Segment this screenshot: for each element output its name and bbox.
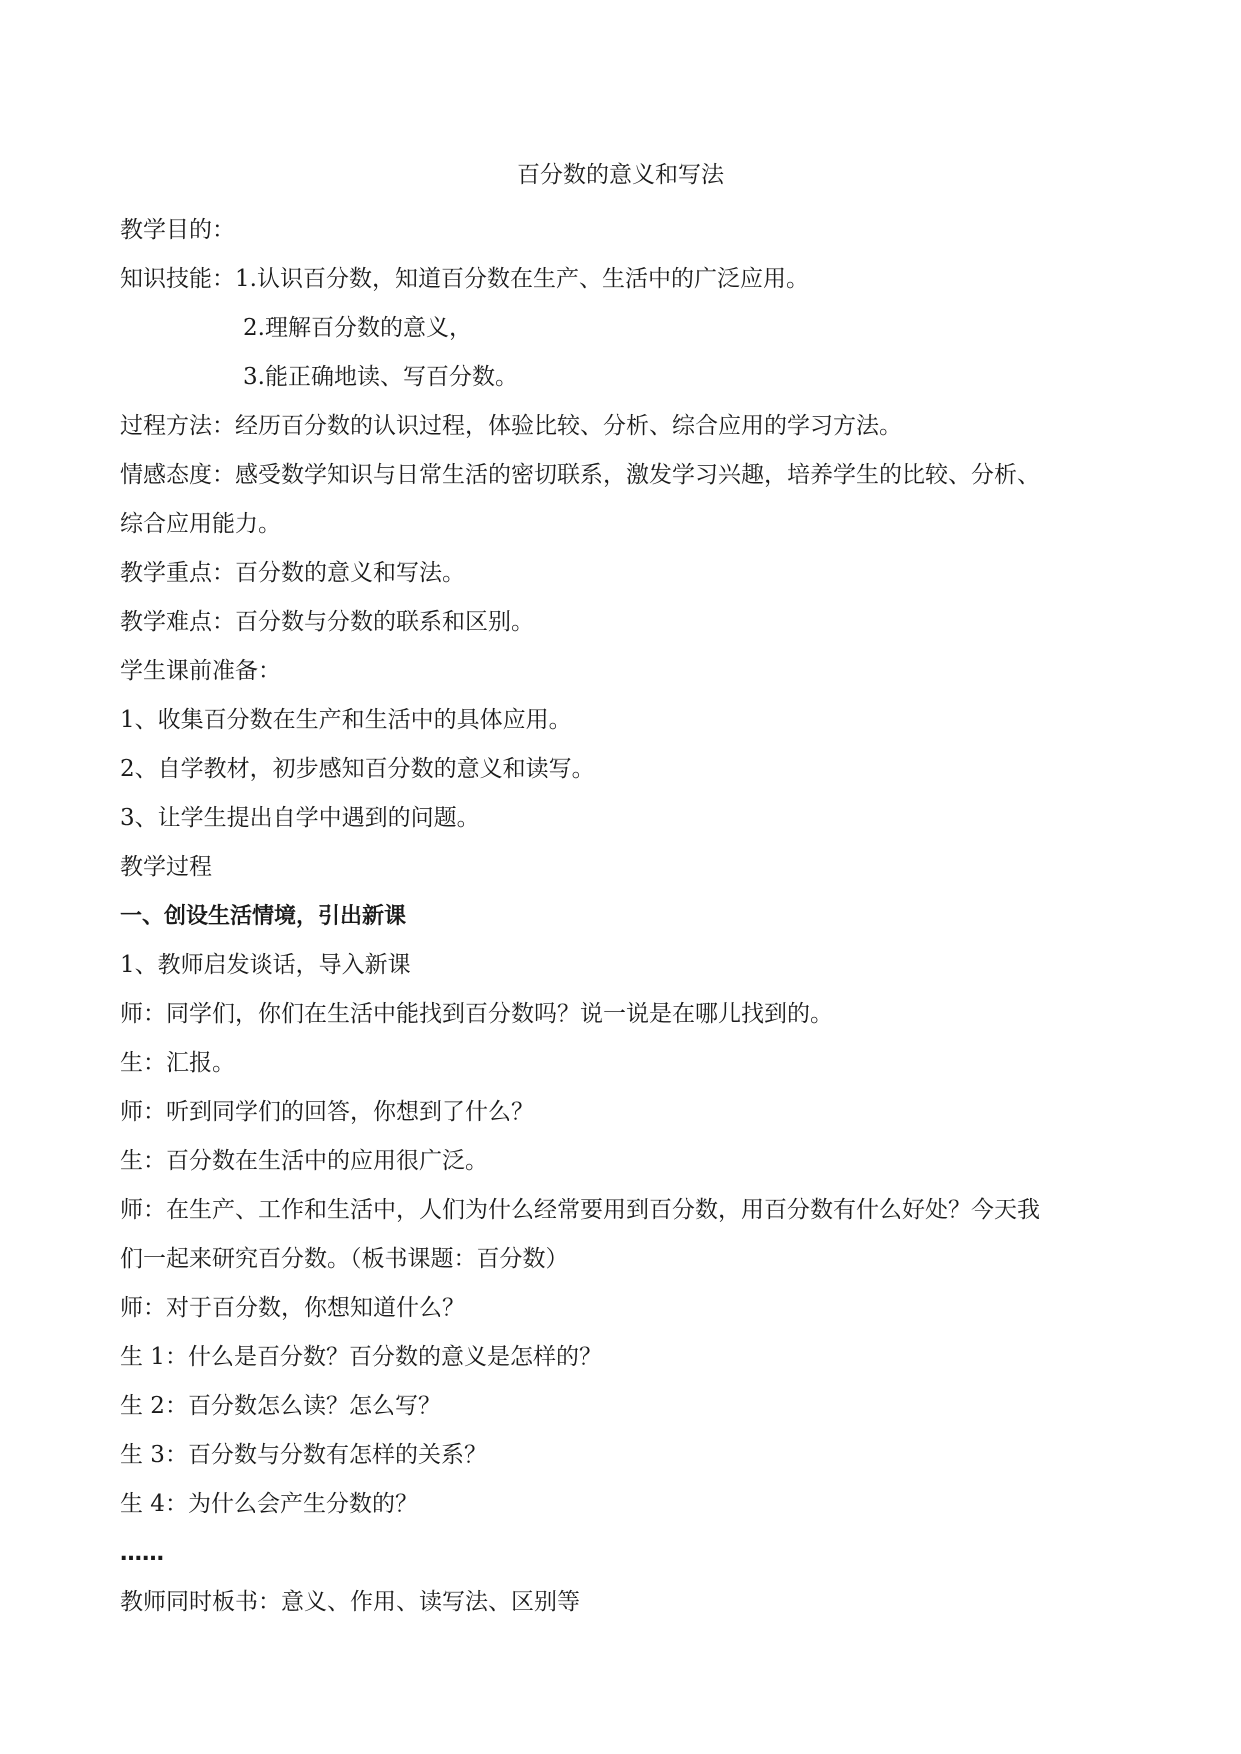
preparation-item: 3、让学生提出自学中遇到的问题。 bbox=[120, 805, 480, 831]
dialogue-line: 师：对于百分数，你想知道什么？ bbox=[120, 1295, 465, 1321]
teaching-difficulty: 教学难点：百分数与分数的联系和区别。 bbox=[120, 609, 534, 635]
dialogue-line-cont: 们一起来研究百分数。（板书课题：百分数） bbox=[120, 1246, 569, 1272]
process-step: 1、教师启发谈话，导入新课 bbox=[120, 952, 411, 978]
objective-attitude: 情感态度：感受数学知识与日常生活的密切联系，激发学习兴趣，培养学生的比较、分析、 bbox=[120, 462, 1040, 488]
dialogue-line: 生：百分数在生活中的应用很广泛。 bbox=[120, 1148, 488, 1174]
dialogue-line: 生 3：百分数与分数有怎样的关系？ bbox=[120, 1442, 487, 1468]
ellipsis: …… bbox=[120, 1541, 164, 1566]
process-part-heading: 一、创设生活情境，引出新课 bbox=[120, 904, 407, 929]
dialogue-line: 生 4：为什么会产生分数的？ bbox=[120, 1491, 418, 1517]
document-body bbox=[120, 206, 1130, 1627]
preparation-item: 2、自学教材，初步感知百分数的意义和读写。 bbox=[120, 756, 595, 782]
document-title: 百分数的意义和写法 bbox=[517, 162, 724, 188]
preparation-item: 1、收集百分数在生产和生活中的具体应用。 bbox=[120, 707, 572, 733]
objective-attitude-cont: 综合应用能力。 bbox=[120, 511, 281, 537]
teaching-key-point: 教学重点：百分数的意义和写法。 bbox=[120, 560, 465, 586]
dialogue-line: 师：在生产、工作和生活中，人们为什么经常要用到百分数，用百分数有什么好处？今天我 bbox=[120, 1197, 1040, 1223]
objective-knowledge-3: 3.能正确地读、写百分数。 bbox=[243, 364, 518, 390]
board-writing-note: 教师同时板书：意义、作用、读写法、区别等 bbox=[120, 1589, 580, 1615]
objective-process: 过程方法：经历百分数的认识过程，体验比较、分析、综合应用的学习方法。 bbox=[120, 413, 902, 439]
objective-knowledge-2: 2.理解百分数的意义， bbox=[243, 315, 472, 341]
section-heading-objectives: 教学目的： bbox=[120, 217, 235, 243]
dialogue-line: 生 2：百分数怎么读？怎么写？ bbox=[120, 1393, 441, 1419]
section-heading-preparation: 学生课前准备： bbox=[120, 658, 281, 684]
dialogue-line: 生：汇报。 bbox=[120, 1050, 235, 1076]
dialogue-line: 师：同学们，你们在生活中能找到百分数吗？说一说是在哪儿找到的。 bbox=[120, 1001, 833, 1027]
section-heading-process: 教学过程 bbox=[120, 854, 212, 880]
dialogue-line: 师：听到同学们的回答，你想到了什么？ bbox=[120, 1099, 534, 1125]
objective-knowledge-1: 知识技能：1.认识百分数，知道百分数在生产、生活中的广泛应用。 bbox=[120, 266, 809, 292]
dialogue-line: 生 1：什么是百分数？百分数的意义是怎样的？ bbox=[120, 1344, 602, 1370]
